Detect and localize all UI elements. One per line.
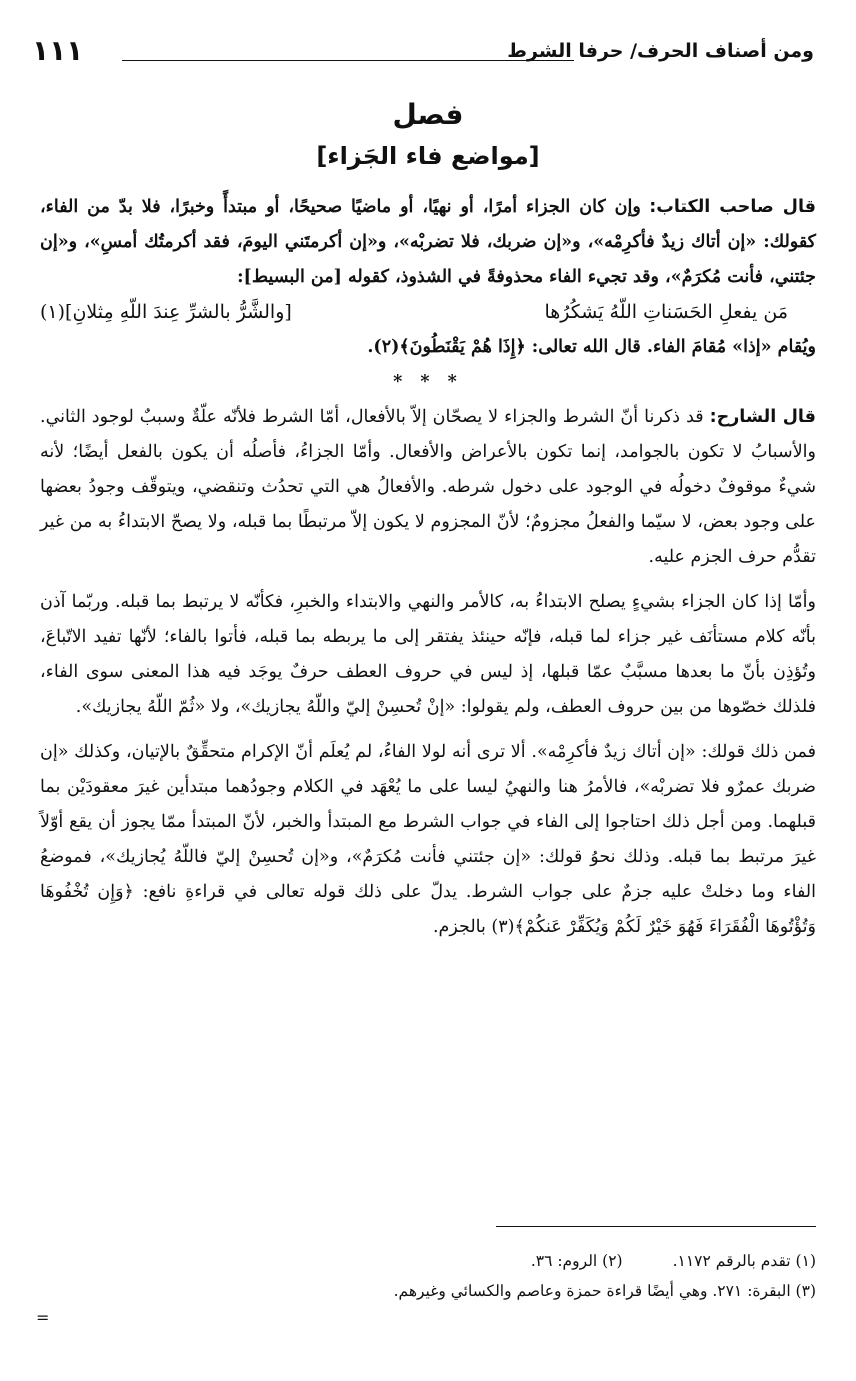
footnote-3: (٣) البقرة: ٢٧١. وهي أيضًا قراءة حمزة وعاصم والكسائي وغيرهم. (393, 1282, 816, 1300)
footnotes (40, 1246, 816, 1306)
paragraph-author-text (40, 190, 816, 295)
paragraph-examples: فمن ذلك قولك: «إن أتاك زيدٌ فأكرِمْه». ألا ترى أنه لولا الفاءُ، لم يُعلَم أنّ الإكرام متحقِّقٌ بالإتيان، وكذلك «إن ضربك عمرٌو فلا تضربْه»، فالأمرُ هنا والنهيُ ليسا على ما يُعْهَد في الكلام وجودُهما مبتدأين غيرَ معقودَيْن بما قبلهما. ومن أجل ذلك احتاجوا إلى الفاء في جواب الشرط مع المبتدأ والخبر، لأنّ المبتدأ ممّا يجوز أن يقع أوّلاً غيرَ مرتبط بما قبله. وذلك نحوُ قولك: «إن جئتني فأنت مُكرَمٌ»، و«إن تُحسِنْ إليّ فاللّهُ يُجازيك»، فموضعُ الفاء وما دخلتْ عليه جزمٌ على جواب الشرط. يدلّ على ذلك قوله تعالى في قراءةِ نافع: ﴿وَإِن تُخْفُوهَا وَتُؤْتُوهَا الْفُقَرَاءَ فَهُوَ خَيْرٌ لَكُمْ وَيُكَفِّرْ عَنكُمْ﴾(٣) بالجزم. (40, 742, 816, 937)
page-number: ١١١ (32, 34, 84, 67)
margin-mark: = (36, 1308, 50, 1327)
footnote-row (40, 1246, 816, 1276)
footnote-2: (٢) الروم: ٣٦. (530, 1252, 623, 1270)
section-title: فصل (392, 98, 464, 131)
page-header (32, 34, 814, 74)
verse-second-hemistich: [والشَّرُّ بالشرِّ عِندَ اللّهِ مِثلانِ](١) (40, 301, 292, 323)
footnote-rule (496, 1226, 816, 1227)
commentator-lead: قال الشارح: (709, 407, 816, 427)
author-lead: قال صاحب الكتاب: (649, 197, 816, 217)
paragraph-commentator (40, 400, 816, 575)
running-title: ومن أصناف الحرف/ حرفا الشرط (507, 40, 814, 62)
section-separator-stars: * * * (393, 372, 463, 392)
body-text (40, 190, 816, 945)
footnote-1: (١) تقدم بالرقم ١١٧٢. (672, 1252, 816, 1270)
paragraph-jaza-explanation: وأمّا إذا كان الجزاء بشيءٍ يصلح الابتداءُ به، كالأمر والنهي والابتداء والخبرِ، فكأنّه لا يرتبط بما قبله. وربّما آذن بأنّه كلام مستأنَف غير جزاء لما قبله، فإنّه حينئذ يفتقر إلى ما يربطه بما قبله، فأتوا بالفاء؛ لأنّها تفيد الاتّباعَ، وتُؤذِن بأنّ ما بعدها مسبَّبٌ عمّا قبلها، إذ ليس في حروف العطف حرفٌ يوجَد فيه هذا المعنى سوى الفاء، فلذلك خصّوها من بين حروف العطف، ولم يقولوا: «إنْ تُحسِنْ إليّ واللّهُ يجازيك»، ولا «ثُمّ اللّهُ يجازيك». (40, 592, 816, 717)
verse-first-hemistich: مَن يفعلِ الحَسَناتِ اللّهُ يَشكُرُها (544, 301, 788, 323)
poetry-verse (40, 295, 816, 330)
header-rule (122, 60, 574, 61)
paragraph-idha: ويُقام «إذا» مُقامَ الفاء. قال الله تعالى: ﴿إِذَا هُمْ يَقْنَطُونَ﴾(٢). (367, 337, 816, 357)
author-statement: وإن كان الجزاء أمرًا، أو نهيًا، أو ماضيًا صحيحًا، أو مبتدأً وخبرًا، فلا بدّ من الفاء، كقولك: «إن أتاك زيدٌ فأكرِمْه»، و«إن ضربك، فلا تضربْه»، و«إن أكرمتَني اليومَ، فقد أكرمتُك أمسِ»، و«إن جئتني، فأنت مُكرَمٌ»، وقد تجيء الفاء محذوفةً في الشذوذ، كقوله [من البسيط]: (40, 197, 816, 287)
commentator-text: قد ذكرنا أنّ الشرط والجزاء لا يصحّان إلاّ بالأفعال، أمّا الشرط فلأنّه علّةٌ وسببٌ لوجود الثاني. والأسبابُ لا تكون بالجوامد، إنما تكون بالأعراض والأفعال. وأمّا الجزاءُ، فأصلُه أن يكون بالفعل أيضًا؛ لأنه شيءٌ موقوفٌ دخولُه في الوجود على دخول شرطه. والأفعالُ هي التي تحدُث وتنقضي، ويتوقّف وجودُ بعضها على وجود بعض، لا سيّما والفعلُ مجزومٌ؛ لأنّ المجزوم لا يكون إلاّ مرتبطًا بما قبله، ولا يصحّ الابتداءُ به من غير تقدُّم حرف الجزم عليه. (40, 407, 816, 567)
section-subtitle: [مواضع فاء الجَزاء] (316, 142, 540, 170)
